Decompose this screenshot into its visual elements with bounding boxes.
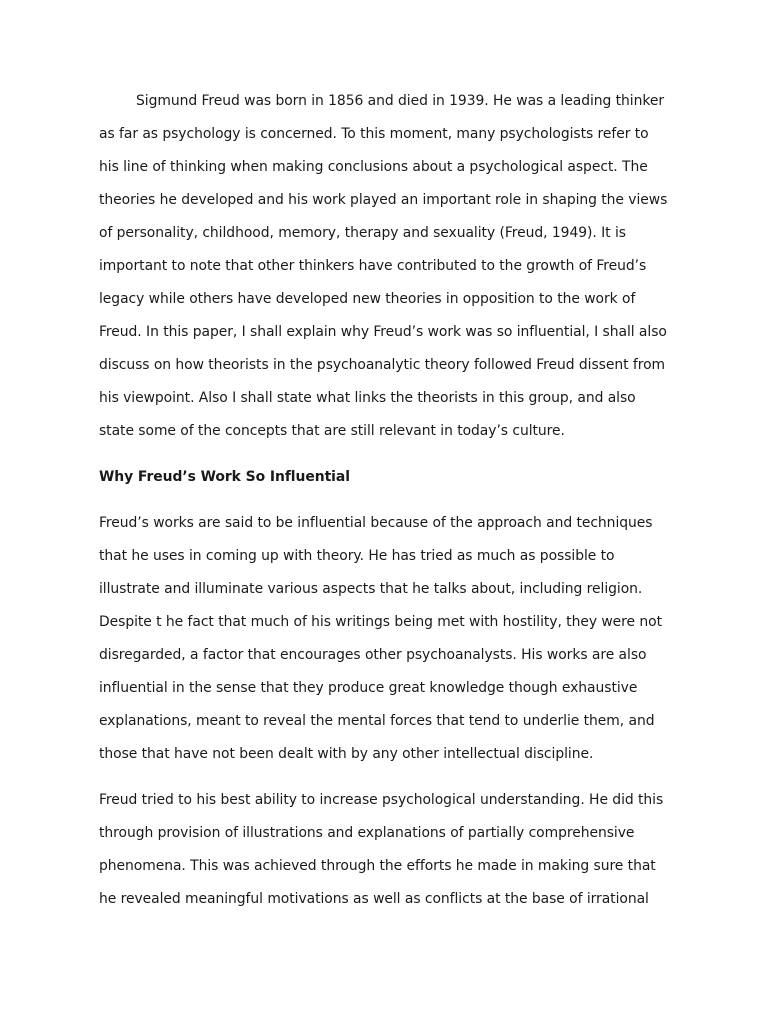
paragraph-line: Freud’s works are said to be influential because of the approach and techniques — [99, 515, 653, 531]
paragraph-line: Sigmund Freud was born in 1856 and died in 1939. He was a leading thinker — [136, 93, 665, 109]
paragraph-line: discuss on how theorists in the psychoanalytic theory followed Freud dissent from — [99, 357, 666, 373]
paragraph-line: through provision of illustrations and explanations of partially comprehensive — [99, 825, 635, 841]
paragraph-line: he revealed meaningful motivations as well as conflicts at the base of irrational — [99, 891, 649, 907]
paragraph-line: Freud tried to his best ability to increase psychological understanding. He did this — [99, 792, 664, 808]
paragraph-3 — [99, 784, 679, 916]
paragraph-line: state some of the concepts that are still relevant in today’s culture. — [99, 423, 565, 439]
paragraph-2 — [99, 507, 679, 771]
paragraph-line: his line of thinking when making conclusions about a psychological aspect. The — [99, 159, 648, 175]
paragraph-line: disregarded, a factor that encourages other psychoanalysts. His works are also — [99, 647, 647, 663]
paragraph-line: explanations, meant to reveal the mental forces that tend to underlie them, and — [99, 713, 655, 729]
document-body — [99, 85, 679, 916]
paragraph-line: Despite t he fact that much of his writings being met with hostility, they were not — [99, 614, 662, 630]
paragraph-line: as far as psychology is concerned. To this moment, many psychologists refer to — [99, 126, 649, 142]
paragraph-line: his viewpoint. Also I shall state what links the theorists in this group, and also — [99, 390, 636, 406]
intro-paragraph — [99, 85, 679, 448]
paragraph-line: influential in the sense that they produce great knowledge though exhaustive — [99, 680, 638, 696]
paragraph-line: phenomena. This was achieved through the efforts he made in making sure that — [99, 858, 656, 874]
paragraph-line: legacy while others have developed new theories in opposition to the work of — [99, 291, 636, 307]
paragraph-line: illustrate and illuminate various aspects that he talks about, including religion. — [99, 581, 643, 597]
paragraph-line: important to note that other thinkers have contributed to the growth of Freud’s — [99, 258, 647, 274]
paragraph-line: Freud. In this paper, I shall explain why Freud’s work was so influential, I shall also — [99, 324, 667, 340]
paragraph-line: those that have not been dealt with by any other intellectual discipline. — [99, 746, 594, 762]
paragraph-line: of personality, childhood, memory, therapy and sexuality (Freud, 1949). It is — [99, 225, 626, 241]
paragraph-line: that he uses in coming up with theory. He has tried as much as possible to — [99, 548, 615, 564]
section-heading: Why Freud’s Work So Influential — [99, 469, 350, 485]
paragraph-line: theories he developed and his work played an important role in shaping the views — [99, 192, 668, 208]
